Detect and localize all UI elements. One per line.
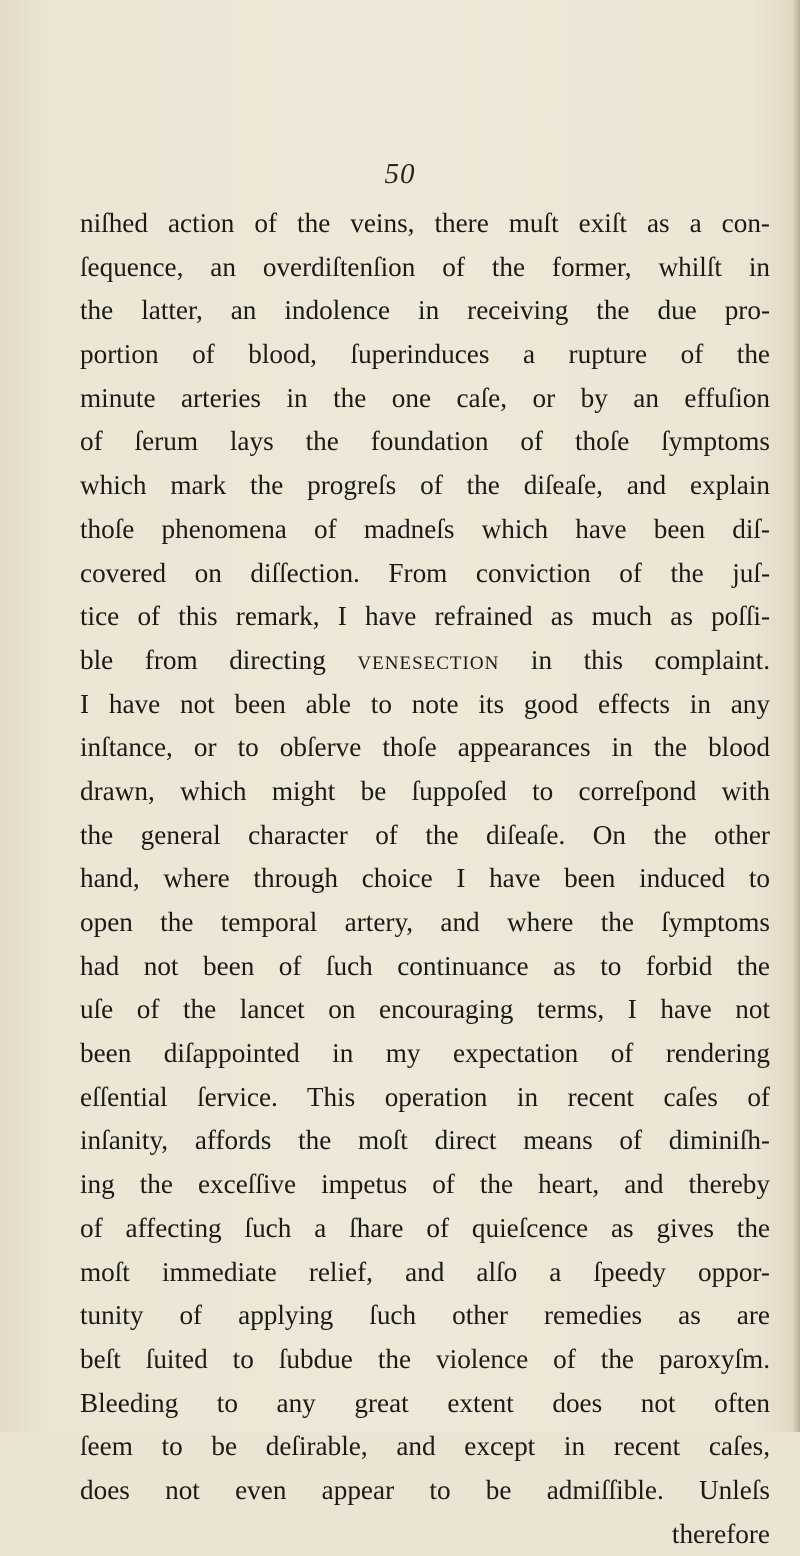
text-line: of affecting ſuch a ſhare of quieſcence as gives the <box>80 1212 770 1243</box>
text-line: the latter, an indolence in receiving the due pro- <box>80 295 770 326</box>
text-line: I have not been able to note its good effects in any <box>80 688 770 719</box>
text-line: does not even appear to be admiſſible. Unleſs <box>80 1474 770 1505</box>
text-line: portion of blood, ſuperinduces a rupture of the <box>80 339 770 370</box>
text-line-with-smallcaps <box>80 639 770 683</box>
text-line: drawn, which might be ſuppoſed to correſpond with <box>80 775 770 806</box>
text-line: ing the exceſſive impetus of the heart, and thereby <box>80 1169 770 1200</box>
text-line: ſequence, an overdiſtenſion of the former, whilſt in <box>80 251 770 282</box>
text-line: been diſappointed in my expectation of rendering <box>80 1038 770 1069</box>
text-line: niſhed action of the veins, there muſt exiſt as a con- <box>80 208 770 238</box>
smallcaps-term: venesection <box>357 644 500 675</box>
text-fragment: in this complaint. <box>530 644 770 675</box>
text-line: covered on diſſection. From conviction of the juſ- <box>80 557 770 588</box>
body-text <box>80 202 770 1556</box>
page-edge-shadow <box>792 0 800 1432</box>
text-line: open the temporal artery, and where the ſymptoms <box>80 907 770 937</box>
text-line: minute arteries in the one caſe, or by an effuſion <box>80 382 770 413</box>
text-line: inſtance, or to obſerve thoſe appearances in the blood <box>80 732 770 763</box>
catchword: therefore <box>671 1518 770 1549</box>
text-line: tice of this remark, I have refrained as much as poſſi- <box>80 601 770 632</box>
text-line: eſſential ſervice. This operation in recent caſes of <box>80 1081 770 1112</box>
text-line: thoſe phenomena of madneſs which have been diſ- <box>80 513 770 544</box>
text-fragment: ble from directing <box>80 644 326 675</box>
text-line: inſanity, affords the moſt direct means of diminiſh- <box>80 1125 770 1156</box>
text-line: tunity of applying ſuch other remedies as are <box>80 1300 770 1331</box>
text-line: hand, where through choice I have been induced to <box>80 863 770 894</box>
text-line: Bleeding to any great extent does not often <box>80 1387 770 1418</box>
text-line: moſt immediate relief, and alſo a ſpeedy oppor- <box>80 1256 770 1287</box>
text-line: which mark the progreſs of the diſeaſe, and explain <box>80 470 770 501</box>
text-line: had not been of ſuch continuance as to forbid the <box>80 950 770 981</box>
text-line: beſt ſuited to ſubdue the violence of the paroxyſm. <box>80 1343 770 1374</box>
page-number: 50 <box>384 158 416 190</box>
text-line: the general character of the diſeaſe. On the other <box>80 819 770 850</box>
text-line: ſeem to be deſirable, and except in recent caſes, <box>80 1431 770 1462</box>
text-line: uſe of the lancet on encouraging terms, I have not <box>80 994 770 1025</box>
text-line: of ſerum lays the foundation of thoſe ſymptoms <box>80 426 770 457</box>
